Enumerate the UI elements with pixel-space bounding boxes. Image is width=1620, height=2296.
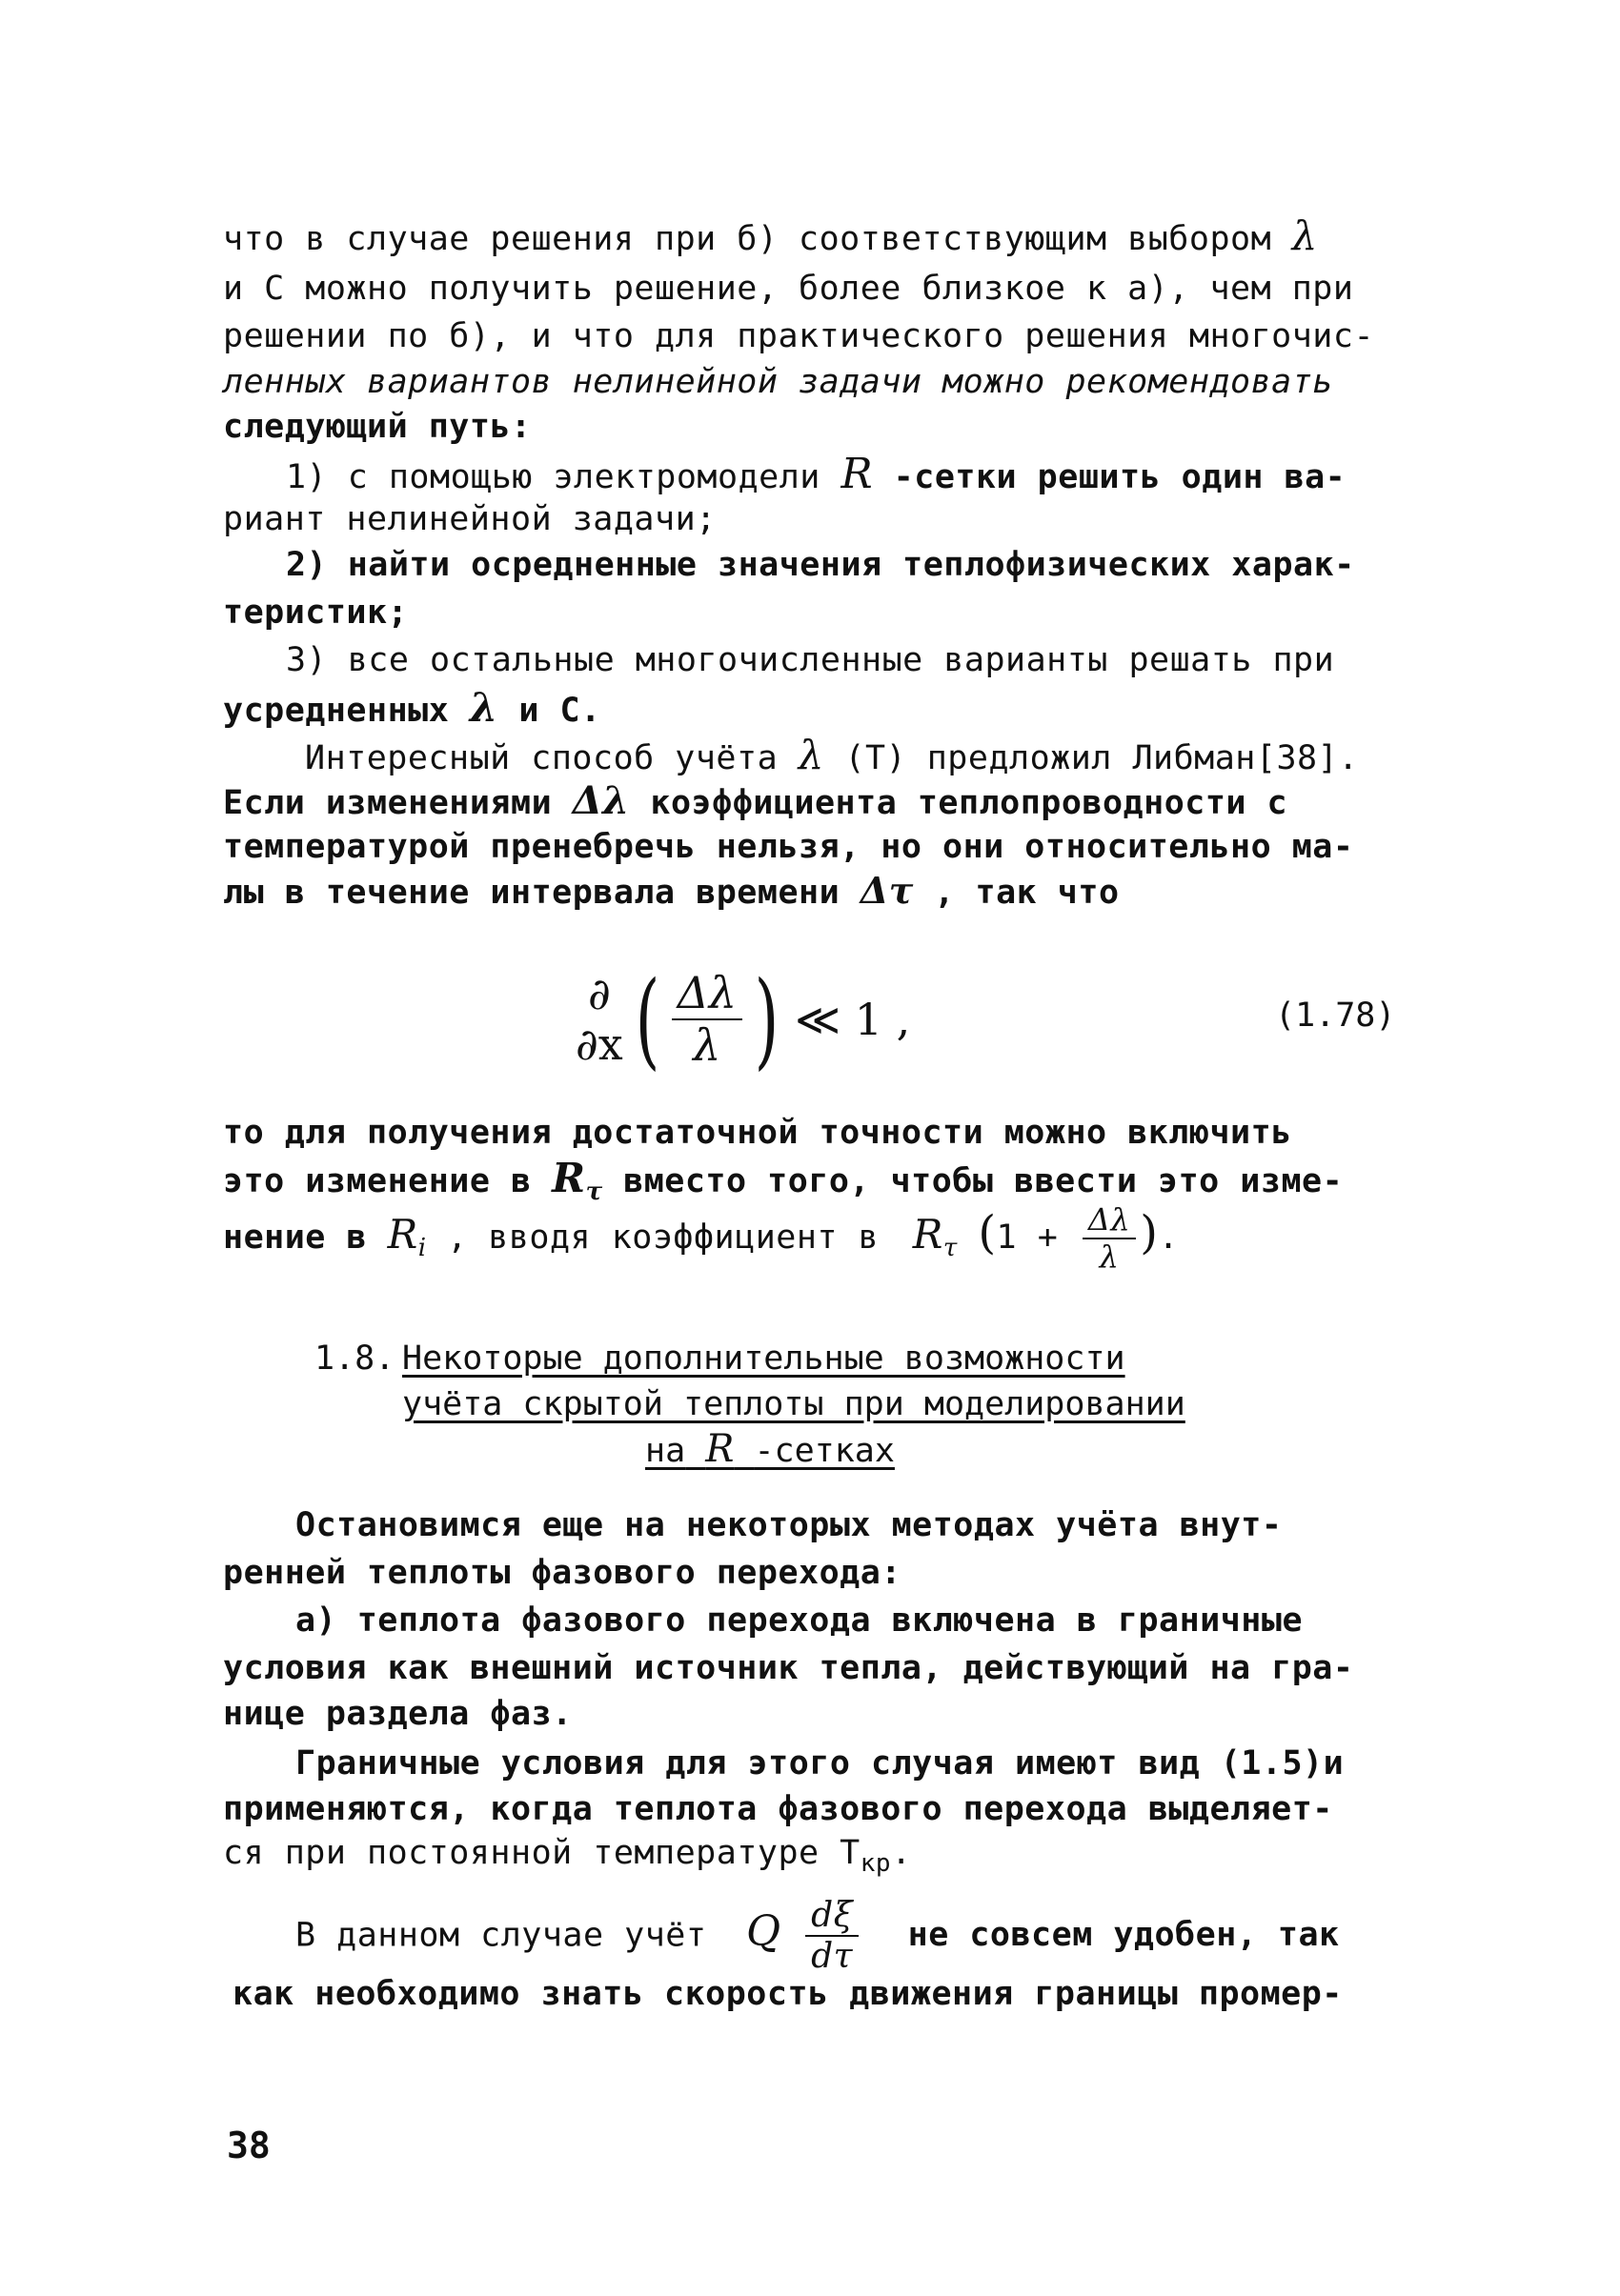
R-i-symbol: R xyxy=(387,1210,418,1258)
section-title-line-3: на R -сетках xyxy=(645,1427,895,1471)
text-line-11: усредненных λ и С. xyxy=(223,684,601,731)
text-line-20: ренней теплоты фазового перехода: xyxy=(223,1554,901,1592)
text-line-4: ленных вариантов нелинейной задачи можно рекомендовать xyxy=(223,363,1333,401)
dxi-dtau-fraction: $\frac{d\xi}{d\tau}$ xyxy=(805,1896,859,1977)
text-line-8: 2) найти осредненные значения теплофизических харак- xyxy=(286,546,1355,584)
text-line-19: Остановимся еще на некоторых методах учёта внут- xyxy=(295,1506,1283,1544)
equation-number: (1.78) xyxy=(1275,997,1396,1035)
text-line-25: применяются, когда теплота фазового перехода выделяет- xyxy=(223,1790,1333,1828)
text-line-9: теристик; xyxy=(223,594,409,632)
delta-lambda-fraction-inline: $\frac{\Delta\lambda}{\lambda}$ xyxy=(1083,1202,1136,1275)
text-line-22: условия как внешний источник тепла, действующий на гра- xyxy=(223,1649,1354,1687)
section-title-line-2: учёта скрытой теплоты при моделировании xyxy=(402,1385,1185,1423)
section-number: 1.8. xyxy=(314,1339,395,1378)
Q-symbol: Q xyxy=(746,1907,781,1957)
text-line-1: что в случае решения при б) соответствующим выбором λ xyxy=(223,212,1318,259)
text-line-23: нице раздела фаз. xyxy=(223,1695,573,1733)
R-symbol: R xyxy=(840,450,874,498)
lambda-symbol: λ xyxy=(469,684,498,731)
text-line-6: 1) с помощью электромодели R -сетки решить один ва- xyxy=(286,450,1347,498)
R-tau-symbol: R xyxy=(912,1210,943,1258)
text-line-28: как необходимо знать скорость движения границы промер- xyxy=(233,1975,1343,2013)
delta-lambda-symbol: Δλ xyxy=(572,778,630,823)
text-line-10: 3) все остальные многочисленные варианты решать при xyxy=(286,641,1335,679)
text-line-7: риант нелинейной задачи; xyxy=(223,500,717,538)
text-line-3: решении по б), и что для практического решения многочис- xyxy=(223,317,1375,355)
delta-lambda-fraction: $\frac{\Delta\lambda}{\lambda}$ xyxy=(672,968,742,1071)
text-line-17: это изменение в $R_\tau$ вместо того, чтобы ввести это изме- xyxy=(223,1155,1344,1206)
delta-tau-symbol: Δτ xyxy=(860,869,914,912)
text-line-5: следующий путь: xyxy=(223,408,532,446)
formula-1-78: ∂ ∂x ( $\frac{\Delta\lambda}{\lambda}$ ) ≪ 1 , xyxy=(576,958,911,1080)
lambda-symbol: λ xyxy=(1291,212,1318,259)
text-line-15: лы в течение интервала времени Δτ , так что xyxy=(223,869,1120,912)
page-number: 38 xyxy=(227,2125,271,2166)
text-line-24: Граничные условия для этого случая имеют вид (1.5)и xyxy=(295,1744,1345,1782)
text-line-26: ся при постоянной температуре $T_{кр}$. xyxy=(223,1834,912,1878)
R-tau-symbol: R xyxy=(552,1155,586,1201)
text-line-12: Интересный способ учёта λ (T) предложил Либман[38]. xyxy=(305,732,1359,778)
lambda-symbol: λ xyxy=(798,732,824,778)
relation: ≪ 1 , xyxy=(794,994,911,1045)
text-line-2: и С можно получить решение, более близкое к а), чем при xyxy=(223,270,1354,308)
text-line-21: а) теплота фазового перехода включена в граничные xyxy=(295,1601,1304,1640)
partial-derivative: ∂ ∂x xyxy=(576,968,623,1070)
text-line-27: В данном случае учёт Q $\frac{d\xi}{d\tau}$ не совсем удобен, так xyxy=(295,1896,1340,1977)
text-line-14: температурой пренебречь нельзя, но они относительно ма- xyxy=(223,828,1354,866)
section-title-line-1: Некоторые дополнительные возможности xyxy=(402,1339,1125,1378)
text-line-18: нение в $R_i$ , вводя коэффициент в $R_\tau$ (1 + $\frac{\Delta\lambda}{\lambda}$ ). xyxy=(223,1201,1180,1275)
text-line-13: Если изменениями Δλ коэффициента теплопроводности с xyxy=(223,778,1288,823)
text-line-16: то для получения достаточной точности можно включить xyxy=(223,1114,1292,1152)
